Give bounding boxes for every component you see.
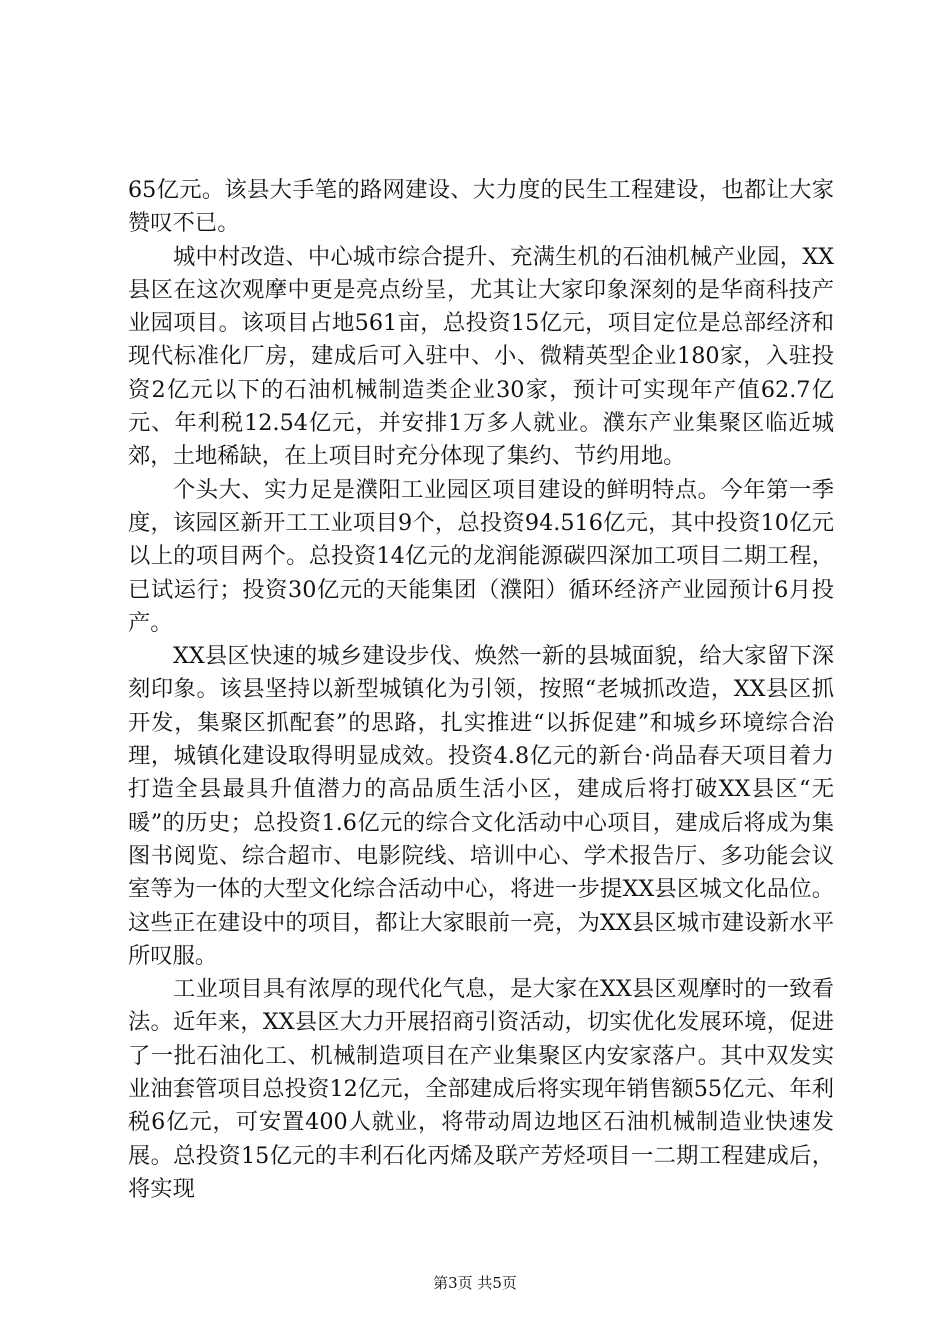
paragraph-3: 个头大、实力足是濮阳工业园区项目建设的鲜明特点。今年第一季度，该园区新开工工业项目9个，总投资94.516亿元，其中投资10亿元以上的项目两个。总投资14亿元的龙润能源碳四深加工项目二期工程，已试运行；投资30亿元的天能集团（濮阳）循环经济产业园预计6月投产。 xyxy=(128,476,834,636)
paragraph-1: 65亿元。该县大手笔的路网建设、大力度的民生工程建设，也都让大家赞叹不已。 xyxy=(128,177,834,237)
document-body xyxy=(128,174,834,1206)
paragraph-5: 工业项目具有浓厚的现代化气息，是大家在XX县区观摩时的一致看法。近年来，XX县区大力开展招商引资活动，切实优化发展环境，促进了一批石油化工、机械制造项目在产业集聚区内安家落户。其中双发实业油套管项目总投资12亿元，全部建成后将实现年销售额55亿元、年利税6亿元，可安置400人就业，将带动周边地区石油机械制造业快速发展。总投资15亿元的丰利石化丙烯及联产芳烃项目一二期工程建成后，将实现 xyxy=(128,976,834,1202)
paragraph-2: 城中村改造、中心城市综合提升、充满生机的石油机械产业园，XX县区在这次观摩中更是亮点纷呈，尤其让大家印象深刻的是华商科技产业园项目。该项目占地561亩，总投资15亿元，项目定位是总部经济和现代标准化厂房，建成后可入驻中、小、微精英型企业180家，入驻投资2亿元以下的石油机械制造类企业30家，预计可实现年产值62.7亿元、年利税12.54亿元，并安排1万多人就业。濮东产业集聚区临近城郊，土地稀缺，在上项目时充分体现了集约、节约用地。 xyxy=(128,243,834,470)
paragraph-4: XX县区快速的城乡建设步伐、焕然一新的县城面貌，给大家留下深刻印象。该县坚持以新型城镇化为引领，按照“老城抓改造，XX县区抓开发，集聚区抓配套”的思路，扎实推进“以拆促建”和城乡环境综合治理，城镇化建设取得明显成效。投资4.8亿元的新台·尚品春天项目着力打造全县最具升值潜力的高品质生活小区，建成后将打破XX县区“无暖”的历史；总投资1.6亿元的综合文化活动中心项目，建成后将成为集图书阅览、综合超市、电影院线、培训中心、学术报告厅、多功能会议室等为一体的大型文化综合活动中心，将进一步提XX县区城文化品位。这些正在建设中的项目，都让大家眼前一亮，为XX县区城市建设新水平所叹服。 xyxy=(128,643,834,969)
page-number-footer: 第3页 共5页 xyxy=(433,1274,517,1292)
